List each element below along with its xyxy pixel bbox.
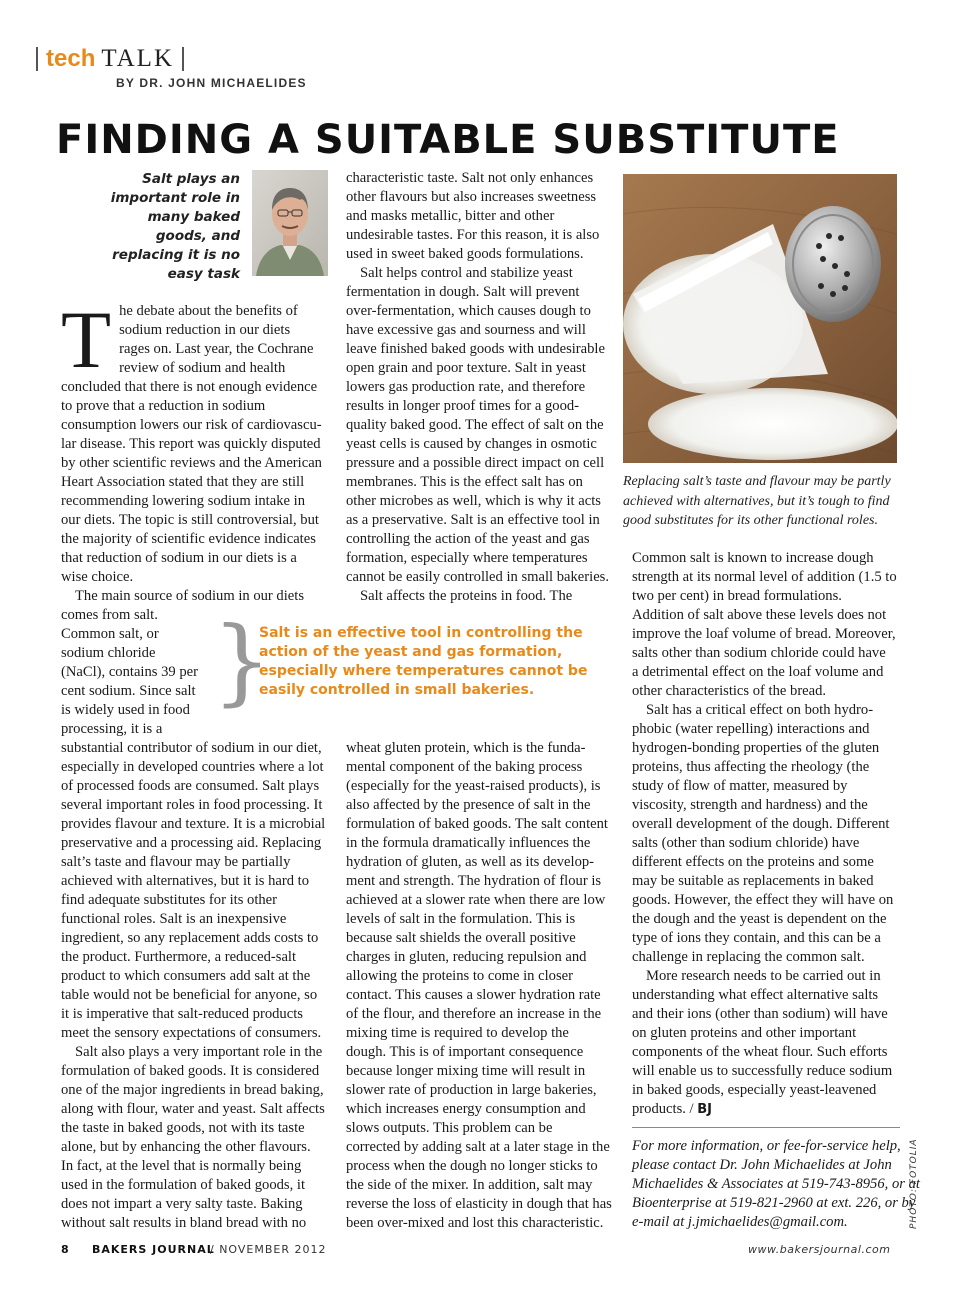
contact-line: e-mail at j.jmichaelides@gmail.com. bbox=[632, 1214, 848, 1230]
text-line: of processed foods are consumed. Salt plays bbox=[61, 778, 320, 794]
article-headline: FINDING A SUITABLE SUBSTITUTE bbox=[56, 117, 840, 163]
text-line: ment and strength. The hydration of flour is bbox=[346, 873, 602, 889]
author-photo bbox=[252, 170, 328, 276]
text-line: formulation of baked goods. The salt content bbox=[346, 816, 608, 832]
text-line: over-fermentation, which causes dough to bbox=[346, 303, 591, 319]
text-line: salt’s taste and flavour may be partially bbox=[61, 854, 291, 870]
text-line: quality baked good. The effect of salt on the bbox=[346, 417, 604, 433]
section-label-tech: tech bbox=[46, 45, 96, 72]
text-line: lar disease. This report was quickly disputed bbox=[61, 436, 321, 452]
journal-name: BAKERS JOURNAL bbox=[92, 1243, 215, 1256]
text-line: sodium chloride bbox=[61, 645, 156, 661]
column-1-body bbox=[61, 739, 331, 1233]
text-line: substantial contributor of sodium in our diet, bbox=[61, 740, 322, 756]
text-line: overall development of the dough. Different bbox=[632, 816, 890, 832]
text-line: other flavours but also increases sweetness bbox=[346, 189, 597, 205]
deck-line: replacing it is no bbox=[112, 247, 240, 263]
text-line: (especially for the yeast-raised products), is bbox=[346, 778, 601, 794]
text-line: components of the wheat flour. Such efforts bbox=[632, 1044, 888, 1060]
text-line: the product. Furthermore, a reduced-salt bbox=[61, 949, 297, 965]
deck-line: many baked bbox=[147, 209, 240, 225]
text-line: that reduction of sodium in our diets is a bbox=[61, 550, 297, 566]
text-line: will enable us to successfully reduce sodium bbox=[632, 1063, 893, 1079]
text-line: comes from salt. bbox=[61, 607, 158, 623]
text-line: levels of salt in the formulation. This is bbox=[346, 911, 576, 927]
text-line: (NaCl), contains 39 per bbox=[61, 664, 198, 680]
text-line: membranes. This is the effect salt has on bbox=[346, 474, 583, 490]
text-line: the taste in baked goods, not with its taste bbox=[61, 1120, 305, 1136]
text-line: ingredient, so any replacement adds costs to bbox=[61, 930, 319, 946]
text-line: by other scientific reviews and the American bbox=[61, 455, 322, 471]
text-line: especially in developed countries where a lot bbox=[61, 759, 324, 775]
deck-line: Salt plays an bbox=[142, 171, 240, 187]
text-line: product to which consumers add salt at the bbox=[61, 968, 311, 984]
text-line: two per cent) in bread formulations. bbox=[632, 588, 842, 604]
text-line: without salt results in bland bread with no bbox=[61, 1215, 307, 1231]
text-line: contact. This causes a slower hydration rate bbox=[346, 987, 601, 1003]
text-line: on gluten proteins and other important bbox=[632, 1025, 857, 1041]
text-line: table would not be beneficial for anyone, so bbox=[61, 987, 318, 1003]
website-url: www.bakersjournal.com bbox=[748, 1243, 891, 1256]
text-line: achieved at a slower rate when there are low bbox=[346, 892, 606, 908]
text-line: alone, but by enhancing the other flavours. bbox=[61, 1139, 311, 1155]
text-line: which increases energy consumption and bbox=[346, 1101, 586, 1117]
text-line: our diets. The topic is still controversial, but bbox=[61, 512, 319, 528]
text-line: he debate about the benefits of bbox=[119, 303, 298, 319]
text-line: mixing time is required to develop the bbox=[346, 1025, 569, 1041]
pull-quote-line: Salt is an effective tool in controlling the bbox=[259, 625, 583, 641]
text-line: process when the dough no longer sticks to bbox=[346, 1158, 598, 1174]
issue-date: / NOVEMBER 2012 bbox=[210, 1243, 327, 1256]
signoff-bj: BJ bbox=[697, 1102, 713, 1117]
text-line: recommending lowering sodium intake in bbox=[61, 493, 305, 509]
deck-line: goods, and bbox=[155, 228, 240, 244]
text-line: have excessive gas and sourness and will bbox=[346, 322, 586, 338]
text-line: one of the major ingredients in bread baking, bbox=[61, 1082, 324, 1098]
text-line: corrected by adding salt at a later stage in the bbox=[346, 1139, 610, 1155]
text-line: slower rate of production in large bakeries, bbox=[346, 1082, 597, 1098]
contact-line: please contact Dr. John Michaelides at John bbox=[632, 1157, 892, 1173]
text-line: provides flavour and texture. It is a microbial bbox=[61, 816, 326, 832]
contact-line: Michaelides & Associates at 519-743-8956, or at bbox=[632, 1176, 920, 1192]
text-line: type of ions they contain, and this can be a bbox=[632, 930, 881, 946]
column-1-wrap-text bbox=[61, 625, 211, 739]
text-line: slows outputs. This problem can be bbox=[346, 1120, 553, 1136]
text-line: Salt also plays a very important role in the bbox=[75, 1044, 323, 1060]
text-line: understanding what effect alternative salts bbox=[632, 987, 879, 1003]
text-line: other characteristics of the bread. bbox=[632, 683, 827, 699]
text-line: does not impart a very salty taste. Baking bbox=[61, 1196, 303, 1212]
text-line: along with flour, water and yeast. Salt affects bbox=[61, 1101, 325, 1117]
byline: BY DR. JOHN MICHAELIDES bbox=[116, 76, 307, 90]
text-line: and masks metallic, bitter and other bbox=[346, 208, 555, 224]
text-line-end: products. / bbox=[632, 1101, 698, 1117]
caption-line: achieved with alternatives, but it’s tough to find bbox=[623, 493, 890, 509]
text-line: because longer mixing time will result in bbox=[346, 1063, 586, 1079]
text-line: dough. This is of important consequence bbox=[346, 1044, 584, 1060]
text-line: reverse the loss of elasticity in dough that has bbox=[346, 1196, 612, 1212]
text-line: Addition of salt above these levels does not bbox=[632, 607, 887, 623]
text-line: review of sodium and health bbox=[119, 360, 286, 376]
text-line: undesirable tastes. For this reason, it is also bbox=[346, 227, 600, 243]
column-2-bottom bbox=[346, 739, 616, 1233]
text-line: been over-mixed and lost this characteristic. bbox=[346, 1215, 604, 1231]
text-line: a detrimental effect on the loaf volume and bbox=[632, 664, 884, 680]
text-line: the side of the mixer. In addition, salt may bbox=[346, 1177, 593, 1193]
text-line: sodium reduction in our diets bbox=[119, 322, 291, 338]
text-line: wheat gluten protein, which is the funda- bbox=[346, 740, 586, 756]
text-line: More research needs to be carried out in bbox=[646, 968, 881, 984]
contact-divider bbox=[632, 1127, 900, 1128]
text-line: mental component of the baking process bbox=[346, 759, 583, 775]
text-line: The main source of sodium in our diets bbox=[75, 588, 304, 604]
text-line: to prove that a reduction in sodium bbox=[61, 398, 266, 414]
text-line: wise choice. bbox=[61, 569, 134, 585]
text-line: yeast cells is caused by changes in osmotic bbox=[346, 436, 597, 452]
text-line: achieved with alternatives, but it is hard to bbox=[61, 873, 310, 889]
text-line: leave finished baked goods with undesirable bbox=[346, 341, 605, 357]
column-1-intro bbox=[61, 294, 331, 625]
text-line: may be suitable as replacements in baked bbox=[632, 873, 874, 889]
text-line: processing, it is a bbox=[61, 721, 163, 737]
pull-quote-line: easily controlled in small bakeries. bbox=[259, 682, 535, 698]
text-line: improve the loaf volume of bread. Moreover, bbox=[632, 626, 896, 642]
photo-credit bbox=[909, 1138, 923, 1229]
text-line: because salt shields the overall positive bbox=[346, 930, 576, 946]
text-line: Salt helps control and stabilize yeast bbox=[360, 265, 573, 281]
text-line: different effects on the proteins and some bbox=[632, 854, 874, 870]
pull-quote-line: action of the yeast and gas formation, bbox=[259, 644, 563, 660]
caption-line: Replacing salt’s taste and flavour may be partly bbox=[623, 474, 891, 489]
text-line: strength at its normal level of addition (1.5 to bbox=[632, 569, 897, 585]
text-line: allowing the proteins to come in closer bbox=[346, 968, 573, 984]
text-line: the majority of scientific evidence indicates bbox=[61, 531, 316, 547]
text-line: controlling the action of the yeast and gas bbox=[346, 531, 590, 547]
section-label-talk: TALK bbox=[101, 45, 175, 72]
text-line: several important roles in food processing. It bbox=[61, 797, 323, 813]
text-line: used in sweet baked goods formulations. bbox=[346, 246, 584, 262]
pull-quote bbox=[259, 624, 609, 700]
text-line: hydration of gluten, as well as its develop- bbox=[346, 854, 595, 870]
text-line: in baked goods, especially yeast-leavened bbox=[632, 1082, 877, 1098]
text-line bbox=[632, 1100, 904, 1119]
salt-shaker-photo bbox=[623, 174, 897, 463]
photo-credit-text: PHOTO: FOTOLIA bbox=[909, 1138, 919, 1229]
text-line: rages on. Last year, the Cochrane bbox=[119, 341, 314, 357]
pull-quote-line: especially where temperatures cannot be bbox=[259, 663, 588, 679]
drop-cap: T bbox=[61, 294, 112, 385]
deck-line: easy task bbox=[167, 266, 240, 282]
text-line: other microbes as well, which is why it acts bbox=[346, 493, 601, 509]
text-line: phobic (water repelling) interactions and bbox=[632, 721, 870, 737]
pull-quote-brace: } bbox=[212, 607, 272, 716]
text-line: goods. However, the effect they will have on bbox=[632, 892, 894, 908]
article-deck bbox=[100, 170, 240, 284]
text-line: meet the sensory expectations of consumers. bbox=[61, 1025, 322, 1041]
text-line: fermentation in dough. Salt will prevent bbox=[346, 284, 580, 300]
text-line: used in the formulation of baked goods, it bbox=[61, 1177, 305, 1193]
header-divider-right bbox=[182, 47, 184, 71]
caption-line: good substitutes for its other functional roles. bbox=[623, 513, 878, 528]
text-line: find adequate substitutes for its other bbox=[61, 892, 278, 908]
text-line: In fact, at the level that is normally being bbox=[61, 1158, 302, 1174]
text-line: Common salt is known to increase dough bbox=[632, 550, 874, 566]
text-line: lowers gas production rate, and therefore bbox=[346, 379, 586, 395]
text-line: Heart Association stated that they are still bbox=[61, 474, 305, 490]
text-line: concluded that there is not enough evidence bbox=[61, 379, 318, 395]
column-3 bbox=[632, 549, 904, 1119]
text-line: Common salt, or bbox=[61, 626, 159, 642]
text-line: it is imperative that salt-reduced products bbox=[61, 1006, 303, 1022]
text-line: in the formula dramatically influences the bbox=[346, 835, 591, 851]
text-line: study of flow of matter, measured by bbox=[632, 778, 848, 794]
text-line: open grain and poor texture. Salt in yeast bbox=[346, 360, 586, 376]
text-line: formulation of baked goods. It is considered bbox=[61, 1063, 320, 1079]
text-line: cent sodium. Since salt bbox=[61, 683, 196, 699]
contact-line: For more information, or fee-for-service help, bbox=[632, 1138, 901, 1154]
text-line: consumption lowers our risk of cardiovascu- bbox=[61, 417, 322, 433]
text-line: salts (other than sodium chloride) have bbox=[632, 835, 860, 851]
column-2-top bbox=[346, 169, 616, 606]
text-line: functional roles. Salt is an inexpensive bbox=[61, 911, 287, 927]
text-line: of the flour, and therefore an increase in the bbox=[346, 1006, 602, 1022]
text-line: charges in gluten, reducing repulsion and bbox=[346, 949, 587, 965]
text-line: pressure and a possible direct impact on cell bbox=[346, 455, 605, 471]
photo-caption bbox=[623, 472, 913, 531]
text-line: hydrogen-bonding properties of the gluten bbox=[632, 740, 880, 756]
text-line: salts other than sodium chloride could have bbox=[632, 645, 886, 661]
contact-line: Bioenterprise at 519-821-2960 at ext. 226, or by bbox=[632, 1195, 916, 1211]
section-header bbox=[36, 42, 184, 76]
text-line: viscosity, strength and hardness) and the bbox=[632, 797, 868, 813]
text-line: the dough and the yeast is dependent on the bbox=[632, 911, 887, 927]
text-line: results in longer proof times for a good- bbox=[346, 398, 580, 414]
header-divider-left bbox=[36, 47, 38, 71]
text-line: challenge in replacing the common salt. bbox=[632, 949, 865, 965]
text-line: also affected by the presence of salt in the bbox=[346, 797, 591, 813]
text-line: as a preservative. Salt is an effective tool in bbox=[346, 512, 600, 528]
page-number: 8 bbox=[61, 1243, 69, 1256]
text-line: formation, especially where temperatures bbox=[346, 550, 588, 566]
text-line: is widely used in food bbox=[61, 702, 190, 718]
text-line: Salt has a critical effect on both hydro- bbox=[646, 702, 874, 718]
text-line: preservative and a processing aid. Replacing bbox=[61, 835, 322, 851]
text-line: and their ions (other than sodium) will have bbox=[632, 1006, 888, 1022]
text-line: cannot be easily controlled in small bakeries. bbox=[346, 569, 610, 585]
text-line: proteins, thus affecting the rheology (the bbox=[632, 759, 870, 775]
text-line: characteristic taste. Salt not only enhances bbox=[346, 170, 594, 186]
text-line: Salt affects the proteins in food. The bbox=[360, 588, 573, 604]
deck-line: important role in bbox=[110, 190, 240, 206]
